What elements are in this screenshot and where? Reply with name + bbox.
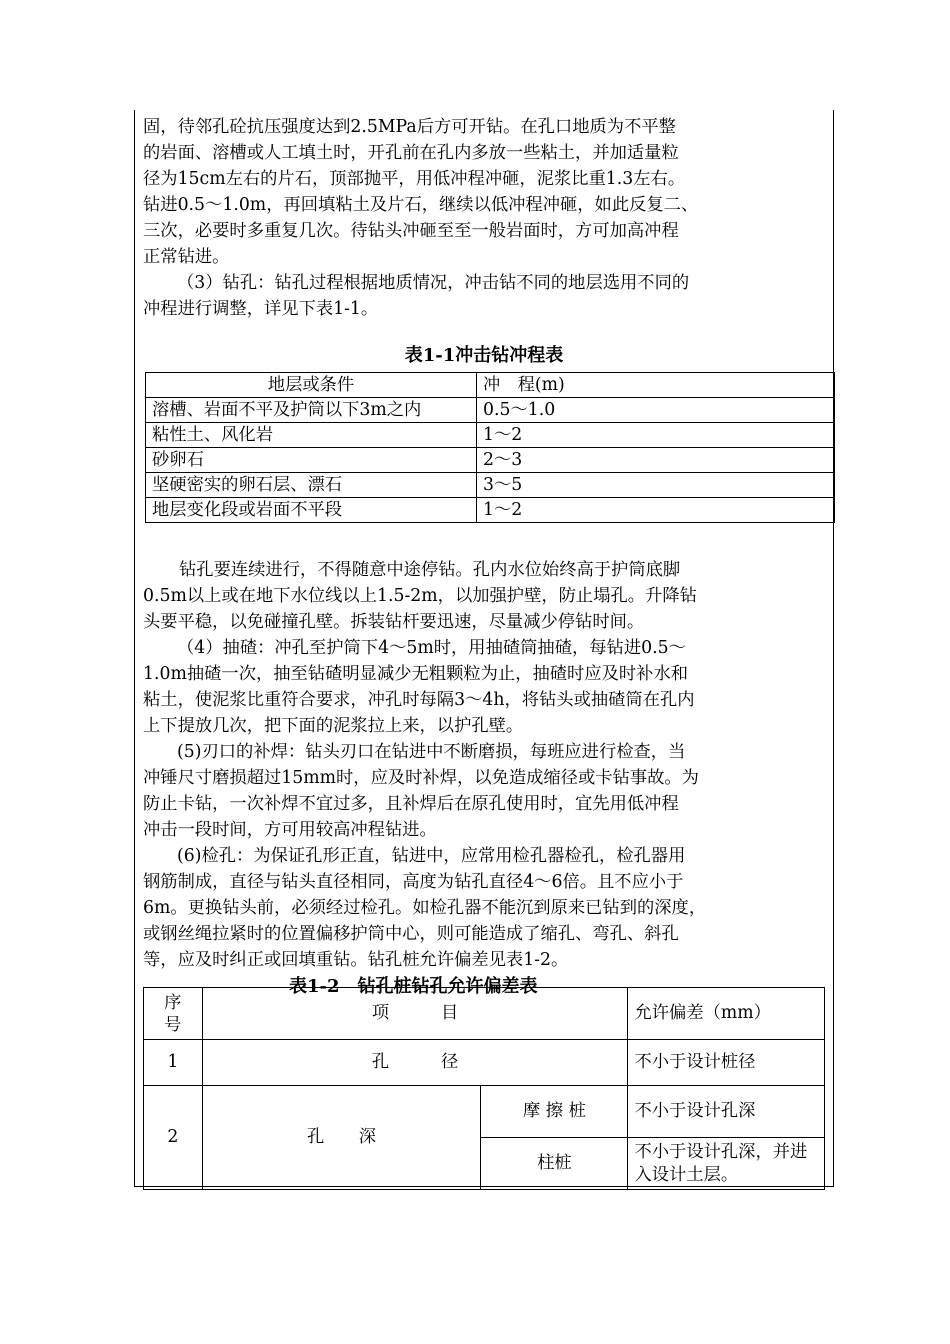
tolerance-table	[143, 987, 825, 1190]
text-line: 正常钻进。	[143, 247, 230, 267]
sub-type-cell: 摩 擦 桩	[481, 1086, 628, 1138]
header-no-text: 序号	[164, 992, 182, 1035]
stroke-cell: 3～5	[477, 473, 835, 498]
table-row	[144, 1086, 825, 1138]
row-tolerance: 不小于设计桩径	[628, 1040, 825, 1086]
text-line: (5)刃口的补焊：钻头刃口在钻进中不断磨损，每班应进行检查，当	[177, 742, 686, 762]
slag-removal-paragraph	[143, 635, 825, 739]
document-body-continued	[143, 557, 825, 999]
condition-cell: 坚硬密实的卵石层、漂石	[146, 473, 477, 498]
text-line: (6)检孔：为保证孔形正直，钻进中，应常用检孔器检孔，检孔器用	[177, 846, 686, 866]
text-line: 6m。更换钻头前，必须经过检孔。如检孔器不能沉到原来已钻到的深度，	[143, 898, 707, 918]
text-line: 防止卡钻，一次补焊不宜过多，且补焊后在原孔使用时，宜先用低冲程	[143, 794, 679, 814]
condition-cell: 粘性土、风化岩	[146, 423, 477, 448]
text-line: 钻进0.5～1.0m，再回填粘土及片石，继续以低冲程冲砸，如此反复二、	[143, 195, 699, 215]
stroke-cell: 1～2	[477, 498, 835, 523]
condition-cell: 砂卵石	[146, 448, 477, 473]
condition-cell: 溶槽、岩面不平及护筒以下3m之内	[146, 398, 477, 423]
document-body	[143, 114, 825, 368]
text-line: 或钢丝绳拉紧时的位置偏移护筒中心，则可能造成了缩孔、弯孔、斜孔	[143, 924, 679, 944]
row-no: 1	[144, 1040, 203, 1086]
text-line: 钻孔要连续进行，不得随意中途停钻。孔内水位始终高于护筒底脚	[179, 560, 681, 580]
header-tolerance: 允许偏差（mm）	[628, 988, 825, 1040]
welding-paragraph	[143, 739, 825, 843]
text-line: （4）抽碴：冲孔至护筒下4～5m时，用抽碴筒抽碴，每钻进0.5～	[177, 638, 686, 658]
text-line: 钢筋制成，直径与钻头直径相同，高度为钻孔直径4～6倍。且不应小于	[143, 872, 684, 892]
text-line: 冲程进行调整，详见下表1-1。	[143, 299, 379, 319]
stroke-cell: 2～3	[477, 448, 835, 473]
row-item: 孔 径	[202, 1040, 628, 1086]
row-tolerance: 不小于设计孔深	[628, 1086, 825, 1138]
inspection-paragraph	[143, 843, 825, 973]
table-row	[146, 448, 835, 473]
text-line: 等，应及时纠正或回填重钻。钻孔桩允许偏差见表1-2。	[143, 950, 569, 970]
text-line: 冲击一段时间，方可用较高冲程钻进。	[143, 820, 437, 840]
text-line: 冲锤尺寸磨损超过15mm时，应及时补焊，以免造成缩径或卡钻事故。为	[143, 768, 699, 788]
row-no: 2	[144, 1086, 203, 1190]
stroke-table	[145, 372, 835, 523]
text-line: 的岩面、溶槽或人工填土时，开孔前在孔内多放一些粘土，并加适量粒	[143, 143, 679, 163]
table1-caption: 表1-1冲击钻冲程表	[404, 345, 564, 366]
text-line: 径为15cm左右的片石，顶部抛平，用低冲程冲砸，泥浆比重1.3左右。	[143, 169, 686, 189]
row-item: 孔 深	[202, 1086, 481, 1190]
drill-continuity-paragraph	[143, 557, 825, 635]
table-header-row	[146, 373, 835, 398]
text-line: （3）钻孔：钻孔过程根据地质情况，冲击钻不同的地层选用不同的	[177, 273, 690, 293]
stroke-cell: 1～2	[477, 423, 835, 448]
header-stroke: 冲 程(m)	[477, 373, 835, 398]
text-line: 三次，必要时多重复几次。待钻头冲砸至至一般岩面时，方可加高冲程	[143, 221, 679, 241]
header-no	[144, 988, 203, 1040]
table-header-row	[144, 988, 825, 1040]
row-tolerance: 不小于设计孔深，并进入设计土层。	[628, 1138, 825, 1190]
table-row	[146, 398, 835, 423]
sub-type-cell: 柱桩	[481, 1138, 628, 1190]
table-row	[146, 473, 835, 498]
text-line: 上下提放几次，把下面的泥浆拉上来，以护孔壁。	[143, 716, 524, 736]
text-line: 粘土，使泥浆比重符合要求，冲孔时每隔3～4h，将钻头或抽碴筒在孔内	[143, 690, 695, 710]
drilling-paragraph	[143, 270, 825, 322]
text-line: 固，待邻孔砼抗压强度达到2.5MPa后方可开钻。在孔口地质为不平整	[143, 117, 676, 137]
table-row	[146, 423, 835, 448]
header-condition: 地层或条件	[146, 373, 477, 398]
intro-paragraph	[143, 114, 825, 270]
table-row	[144, 1040, 825, 1086]
text-line: 1.0m抽碴一次，抽至钻碴明显减少无粗颗粒为止，抽碴时应及时补水和	[143, 664, 689, 684]
condition-cell: 地层变化段或岩面不平段	[146, 498, 477, 523]
table-row	[146, 498, 835, 523]
stroke-cell: 0.5～1.0	[477, 398, 835, 423]
text-line: 0.5m以上或在地下水位线以上1.5-2m，以加强护壁，防止塌孔。升降钻	[143, 586, 697, 606]
header-item: 项 目	[202, 988, 628, 1040]
text-line: 头要平稳，以免碰撞孔壁。拆装钻杆要迅速，尽量减少停钻时间。	[143, 612, 645, 632]
table2-caption: 表1-2 钻孔桩钻孔允许偏差表	[289, 976, 538, 997]
